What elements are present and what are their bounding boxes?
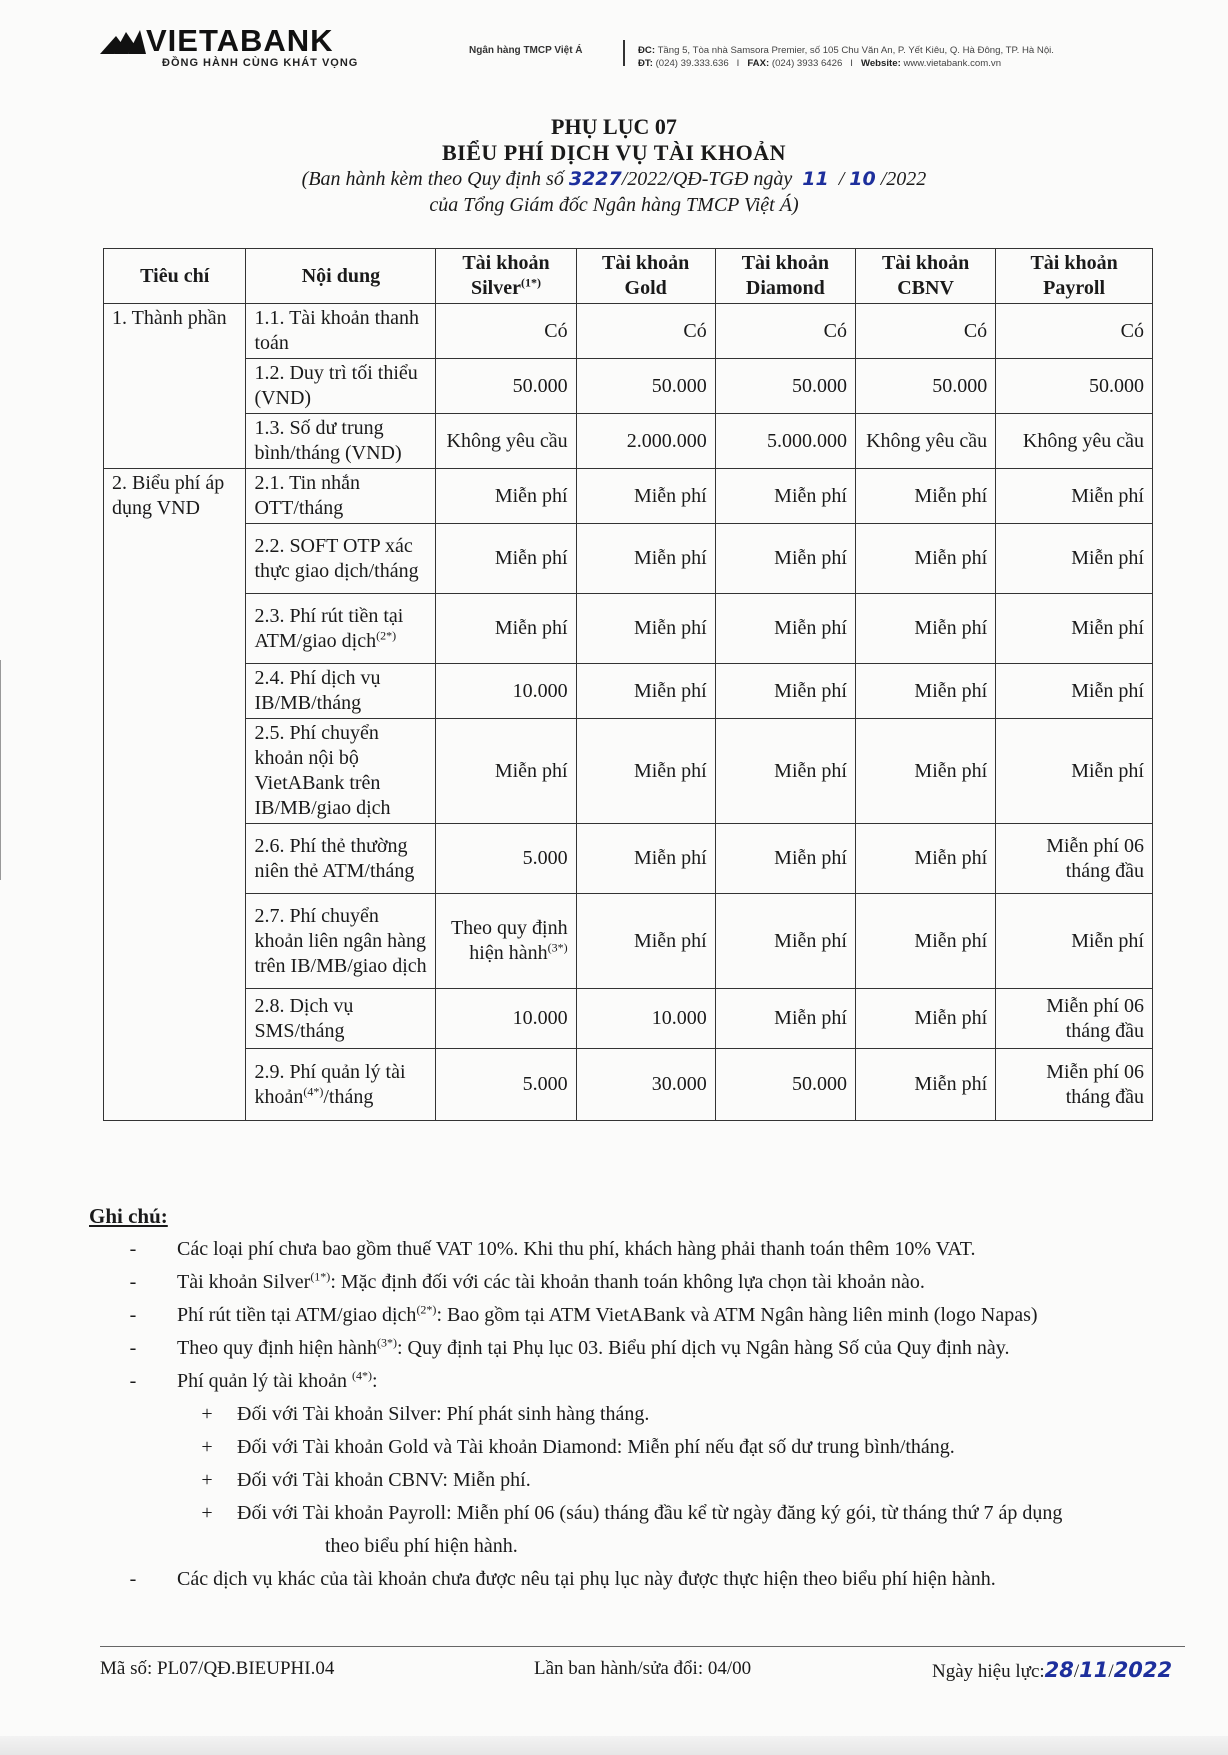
value-cell-cbnv	[855, 304, 995, 359]
note-text: Phí quản lý tài khoản	[177, 1370, 352, 1392]
value-cell-silver	[436, 359, 576, 414]
issued-month: 10	[849, 168, 876, 190]
value-text: Miễn phí	[774, 929, 847, 952]
subitem-bullet: +	[201, 1403, 213, 1425]
value-cell-diamond	[715, 719, 855, 824]
value-text: Miễn phí	[774, 484, 847, 507]
value-cell-silver	[436, 524, 576, 594]
content-cell	[246, 359, 436, 414]
note-item	[89, 1233, 1199, 1266]
value-cell-diamond	[715, 524, 855, 594]
value-cell-diamond	[715, 594, 855, 664]
value-cell-cbnv	[855, 524, 995, 594]
value-cell-cbnv	[855, 469, 995, 524]
value-cell-cbnv	[855, 719, 995, 824]
table-row	[104, 414, 1153, 469]
issued-line	[0, 168, 1228, 191]
brand-slogan: ĐỒNG HÀNH CÙNG KHÁT VỌNG	[162, 57, 359, 69]
fax-label: FAX:	[747, 58, 770, 69]
value-text: Miễn phí 06 tháng đầu	[1046, 834, 1144, 882]
header-diamond: Tài khoản Diamond	[715, 249, 855, 304]
value-cell-gold	[576, 594, 715, 664]
subitem-bullet: +	[201, 1502, 213, 1524]
issued-prefix: (Ban hành kèm theo Quy định số	[301, 168, 564, 190]
value-text: Miễn phí	[1071, 929, 1144, 952]
value-text: Theo quy định hiện hành	[450, 917, 568, 964]
value-cell-payroll	[996, 469, 1153, 524]
value-text: 5.000	[522, 1073, 568, 1095]
value-cell-payroll	[996, 719, 1153, 824]
table-row	[104, 359, 1153, 414]
value-cell-gold	[576, 719, 715, 824]
value-text: 50.000	[932, 374, 988, 397]
value-cell-silver	[436, 894, 576, 989]
content-text: 1.2. Duy trì tối thiểu (VND)	[254, 362, 418, 409]
value-text: Có	[683, 319, 707, 342]
note-bullet: -	[129, 1238, 137, 1260]
value-cell-gold	[576, 469, 715, 524]
note-bullet: -	[129, 1370, 137, 1392]
value-text: 50.000	[791, 374, 847, 397]
value-text: Miễn phí 06 tháng đầu	[1046, 994, 1144, 1042]
footer-divider	[100, 1646, 1185, 1647]
content-text: 2.1. Tin nhắn OTT/tháng	[254, 472, 361, 519]
note-text: Theo quy định hiện hành	[177, 1337, 377, 1359]
note-sup: (4*)	[351, 1368, 372, 1383]
value-text: Miễn phí	[914, 847, 988, 869]
note-subitem	[89, 1398, 1199, 1431]
content-cell	[246, 824, 436, 894]
content-text: 2.6. Phí thẻ thường niên thẻ ATM/tháng	[254, 834, 415, 882]
content-text: 2.4. Phí dịch vụ IB/MB/tháng	[254, 667, 381, 714]
value-cell-silver	[436, 594, 576, 664]
note-text: : Quy định tại Phụ lục 03. Biểu phí dịch vụ Ngân hàng Số của Quy định này.	[396, 1337, 1010, 1359]
address-label: ĐC:	[638, 45, 656, 56]
subitem-text: Đối với Tài khoản Payroll: Miễn phí 06 (sáu) tháng đầu kể từ ngày đăng ký gói, từ tháng thứ 7 áp dụng	[237, 1502, 1063, 1524]
phone-label: ĐT:	[638, 58, 653, 69]
table-row	[104, 719, 1153, 824]
value-cell-silver	[436, 469, 576, 524]
value-text: Miễn phí	[633, 547, 707, 569]
value-text: Có	[1120, 319, 1144, 342]
value-cell-payroll	[996, 824, 1153, 894]
value-text: Miễn phí 06 tháng đầu	[1046, 1060, 1144, 1108]
criteria-cell: 2. Biểu phí áp dụng VND	[104, 469, 246, 1121]
note-bullet: -	[129, 1304, 137, 1326]
value-text: 50.000	[651, 374, 707, 397]
note-item	[89, 1332, 1199, 1365]
value-cell-gold	[576, 1049, 715, 1121]
value-cell-payroll	[996, 359, 1153, 414]
effective-month: 11	[1079, 1658, 1109, 1682]
table-row	[104, 1049, 1153, 1121]
value-text: Không yêu cầu	[446, 429, 568, 452]
value-cell-diamond	[715, 414, 855, 469]
table-row	[104, 524, 1153, 594]
content-cell	[246, 1049, 436, 1121]
value-cell-silver	[436, 989, 576, 1049]
notes-title: Ghi chú:	[89, 1204, 168, 1228]
note-item	[89, 1266, 1199, 1299]
date-sep: /	[1073, 1661, 1080, 1682]
value-text: Miễn phí	[633, 679, 707, 702]
header-criteria: Tiêu chí	[104, 249, 246, 304]
issued-mid: /2022/QĐ-TGĐ ngày	[621, 168, 793, 190]
value-text: Miễn phí	[914, 1007, 988, 1029]
content-cell	[246, 469, 436, 524]
value-text: Miễn phí	[914, 759, 988, 782]
content-text: 1.3. Số dư trung bình/tháng (VND)	[254, 417, 402, 464]
value-cell-payroll	[996, 524, 1153, 594]
value-text: Miễn phí	[774, 617, 847, 639]
revision-number: Lần ban hành/sửa đổi: 04/00	[534, 1658, 752, 1679]
criteria-cell: 1. Thành phần	[104, 304, 246, 469]
value-cell-silver	[436, 1049, 576, 1121]
content-cell	[246, 664, 436, 719]
fee-table	[103, 248, 1153, 1121]
note-text: Các dịch vụ khác của tài khoản chưa được nêu tại phụ lục này được thực hiện theo biểu phí hiện hành.	[177, 1568, 996, 1590]
header-divider	[623, 40, 625, 66]
value-text: 5.000.000	[766, 429, 847, 452]
header-content: Nội dung	[246, 249, 436, 304]
note-text: :	[371, 1370, 378, 1392]
note-text: Các loại phí chưa bao gồm thuế VAT 10%. Khi thu phí, khách hàng phải thanh toán thêm 10% VAT.	[177, 1238, 976, 1260]
value-text: Miễn phí	[494, 484, 568, 507]
content-cell	[246, 989, 436, 1049]
content-text: 2.5. Phí chuyển khoản nội bộ VietABank trên IB/MB/giao dịch	[254, 722, 391, 819]
effective-day: 28	[1044, 1658, 1074, 1682]
note-text: : Mặc định đối với các tài khoản thanh toán không lựa chọn tài khoản nào.	[330, 1271, 925, 1293]
subitem-bullet: +	[201, 1436, 213, 1458]
value-text: Miễn phí	[774, 1007, 847, 1029]
value-cell-cbnv	[855, 594, 995, 664]
value-cell-silver	[436, 414, 576, 469]
note-sup: (3*)	[376, 1335, 397, 1350]
value-text: Miễn phí	[494, 759, 568, 782]
value-text: Miễn phí	[774, 679, 847, 702]
value-text: Miễn phí	[633, 759, 707, 782]
value-text: Miễn phí	[1071, 617, 1144, 639]
value-cell-payroll	[996, 894, 1153, 989]
content-text: 2.7. Phí chuyển khoản liên ngân hàng trên IB/MB/giao dịch	[254, 904, 427, 977]
table-row	[104, 894, 1153, 989]
value-cell-payroll	[996, 664, 1153, 719]
value-cell-diamond	[715, 304, 855, 359]
note-subitem	[89, 1464, 1199, 1497]
note-bullet: -	[129, 1271, 137, 1293]
value-text: Miễn phí	[633, 617, 707, 639]
header-silver-sup: (1*)	[520, 275, 541, 290]
value-text: Miễn phí	[914, 1073, 988, 1095]
value-text: Miễn phí	[914, 679, 988, 702]
value-cell-cbnv	[855, 824, 995, 894]
value-cell-gold	[576, 664, 715, 719]
scan-bottom-edge	[0, 1736, 1228, 1755]
document-code: Mã số: PL07/QĐ.BIEUPHI.04	[100, 1658, 335, 1679]
subitem-bullet: +	[201, 1469, 213, 1491]
value-text: Có	[963, 319, 988, 342]
content-suffix: /tháng	[323, 1085, 374, 1108]
content-text: 2.8. Dịch vụ SMS/tháng	[254, 994, 354, 1042]
content-sup: (4*)	[303, 1083, 324, 1098]
value-cell-gold	[576, 359, 715, 414]
table-row	[104, 664, 1153, 719]
letterhead	[100, 23, 1190, 76]
value-text: 50.000	[791, 1073, 847, 1095]
effective-date	[932, 1658, 1172, 1683]
contact-info	[638, 44, 1054, 70]
content-text: 2.2. SOFT OTP xác thực giao dịch/tháng	[254, 534, 419, 582]
note-bullet: -	[129, 1568, 137, 1590]
appendix-title: PHỤ LỤC 07	[551, 114, 677, 139]
value-text: Có	[544, 319, 568, 342]
value-text: Miễn phí	[774, 547, 847, 569]
website: www.vietabank.com.vn	[903, 58, 1002, 69]
value-cell-diamond	[715, 989, 855, 1049]
value-cell-silver	[436, 664, 576, 719]
date-sep: /	[838, 168, 845, 190]
date-sep: /	[1108, 1661, 1114, 1682]
value-cell-cbnv	[855, 359, 995, 414]
value-cell-payroll	[996, 989, 1153, 1049]
phone: (024) 39.333.636	[655, 58, 729, 69]
value-text: Miễn phí	[774, 759, 847, 782]
note-subitem	[89, 1497, 1199, 1530]
value-text: Miễn phí	[914, 547, 988, 569]
value-cell-cbnv	[855, 414, 995, 469]
content-cell	[246, 304, 436, 359]
issued-day: 11	[802, 168, 829, 190]
note-item	[89, 1563, 1199, 1596]
value-cell-gold	[576, 414, 715, 469]
value-cell-payroll	[996, 304, 1153, 359]
vietabank-logo-icon	[100, 26, 146, 56]
header-cbnv: Tài khoản CBNV	[855, 249, 995, 304]
decision-number: 3227	[568, 168, 622, 190]
value-cell-diamond	[715, 664, 855, 719]
value-cell-gold	[576, 524, 715, 594]
table-row	[104, 824, 1153, 894]
value-text: Miễn phí	[914, 929, 988, 952]
note-text: Tài khoản Silver	[177, 1271, 311, 1293]
content-text: 2.3. Phí rút tiền tại ATM/giao dịch	[254, 604, 404, 652]
value-cell-cbnv	[855, 1049, 995, 1121]
value-text: 10.000	[512, 679, 568, 702]
issued-year: /2022	[880, 168, 927, 190]
value-cell-diamond	[715, 469, 855, 524]
value-cell-payroll	[996, 414, 1153, 469]
value-cell-cbnv	[855, 894, 995, 989]
issued-by: của Tổng Giám đốc Ngân hàng TMCP Việt Á)	[429, 194, 799, 216]
content-cell	[246, 894, 436, 989]
document-title: BIỂU PHÍ DỊCH VỤ TÀI KHOẢN	[441, 140, 787, 165]
value-cell-gold	[576, 304, 715, 359]
value-text: Miễn phí	[494, 617, 568, 639]
website-label: Website:	[860, 58, 901, 69]
effective-label: Ngày hiệu lực:	[932, 1661, 1045, 1682]
table-row	[104, 304, 1153, 359]
table-header-row	[104, 249, 1153, 304]
notes-section	[89, 1200, 1199, 1596]
value-text: Miễn phí	[633, 484, 707, 507]
value-cell-gold	[576, 824, 715, 894]
value-cell-diamond	[715, 359, 855, 414]
address: Tầng 5, Tòa nhà Samsora Premier, số 105 Chu Văn An, P. Yết Kiêu, Q. Hà Đông, TP. Hà Nội.	[657, 45, 1054, 56]
value-text: Có	[823, 319, 847, 342]
value-text: Miễn phí	[1071, 547, 1144, 569]
value-text: 30.000	[651, 1073, 707, 1095]
content-sup: (2*)	[376, 627, 397, 642]
vietabank-logo	[100, 23, 400, 69]
header-silver-label: Tài khoản Silver	[462, 252, 550, 299]
value-text: Miễn phí	[494, 547, 568, 569]
value-cell-cbnv	[855, 989, 995, 1049]
note-text: : Bao gồm tại ATM VietABank và ATM Ngân hàng liên minh (logo Napas)	[436, 1304, 1038, 1326]
value-text: 50.000	[512, 374, 568, 397]
subitem-text: Đối với Tài khoản Gold và Tài khoản Diamond: Miễn phí nếu đạt số dư trung bình/tháng.	[237, 1436, 955, 1458]
value-text: Miễn phí	[1071, 484, 1144, 507]
note-item	[89, 1365, 1199, 1398]
note-subitem	[89, 1431, 1199, 1464]
header-gold: Tài khoản Gold	[576, 249, 715, 304]
note-text: Phí rút tiền tại ATM/giao dịch	[177, 1304, 417, 1326]
subitem-text: Đối với Tài khoản CBNV: Miễn phí.	[237, 1469, 531, 1491]
value-cell-cbnv	[855, 664, 995, 719]
value-text: Miễn phí	[633, 847, 707, 869]
header-silver	[436, 249, 576, 304]
subitem-continuation: theo biểu phí hiện hành.	[325, 1535, 518, 1557]
value-cell-payroll	[996, 594, 1153, 664]
content-cell	[246, 414, 436, 469]
note-bullet: -	[129, 1337, 137, 1359]
content-text: 1.1. Tài khoản thanh toán	[254, 307, 420, 354]
value-cell-payroll	[996, 1049, 1153, 1121]
value-text: 10.000	[651, 1007, 707, 1029]
value-text: Miễn phí	[1071, 679, 1144, 702]
value-text: Miễn phí	[774, 847, 847, 869]
content-cell	[246, 594, 436, 664]
value-cell-gold	[576, 894, 715, 989]
value-sup: (3*)	[547, 940, 568, 955]
value-text: Không yêu cầu	[866, 429, 988, 452]
value-text: Miễn phí	[633, 929, 707, 952]
brand-name: VIETABANK	[146, 23, 334, 58]
value-text: 10.000	[512, 1007, 568, 1029]
value-cell-diamond	[715, 1049, 855, 1121]
bank-name: Ngân hàng TMCP Việt Á	[469, 45, 583, 56]
value-cell-silver	[436, 719, 576, 824]
value-text: 5.000	[522, 847, 568, 869]
value-text: 2.000.000	[626, 429, 707, 452]
scan-edge	[0, 660, 1, 880]
value-cell-gold	[576, 989, 715, 1049]
value-cell-diamond	[715, 824, 855, 894]
value-text: Miễn phí	[914, 484, 988, 507]
value-text: Miễn phí	[914, 617, 988, 639]
value-cell-diamond	[715, 894, 855, 989]
effective-year: 2022	[1113, 1658, 1173, 1682]
table-row	[104, 469, 1153, 524]
value-cell-silver	[436, 304, 576, 359]
content-cell	[246, 524, 436, 594]
note-sup: (1*)	[310, 1269, 331, 1284]
contact-sep: I	[736, 58, 740, 69]
table-row	[104, 594, 1153, 664]
header-payroll: Tài khoản Payroll	[996, 249, 1153, 304]
value-text: Miễn phí	[1071, 759, 1144, 782]
content-cell	[246, 719, 436, 824]
contact-sep: I	[850, 58, 853, 69]
value-text: 50.000	[1089, 374, 1144, 397]
value-cell-silver	[436, 824, 576, 894]
value-text: Không yêu cầu	[1022, 429, 1144, 452]
table-row	[104, 989, 1153, 1049]
note-sup: (2*)	[416, 1302, 437, 1317]
fax: (024) 3933 6426	[771, 58, 843, 69]
content-text: 2.9. Phí quản lý tài khoản	[254, 1060, 406, 1108]
subitem-text: Đối với Tài khoản Silver: Phí phát sinh hàng tháng.	[237, 1403, 650, 1425]
note-item	[89, 1299, 1199, 1332]
